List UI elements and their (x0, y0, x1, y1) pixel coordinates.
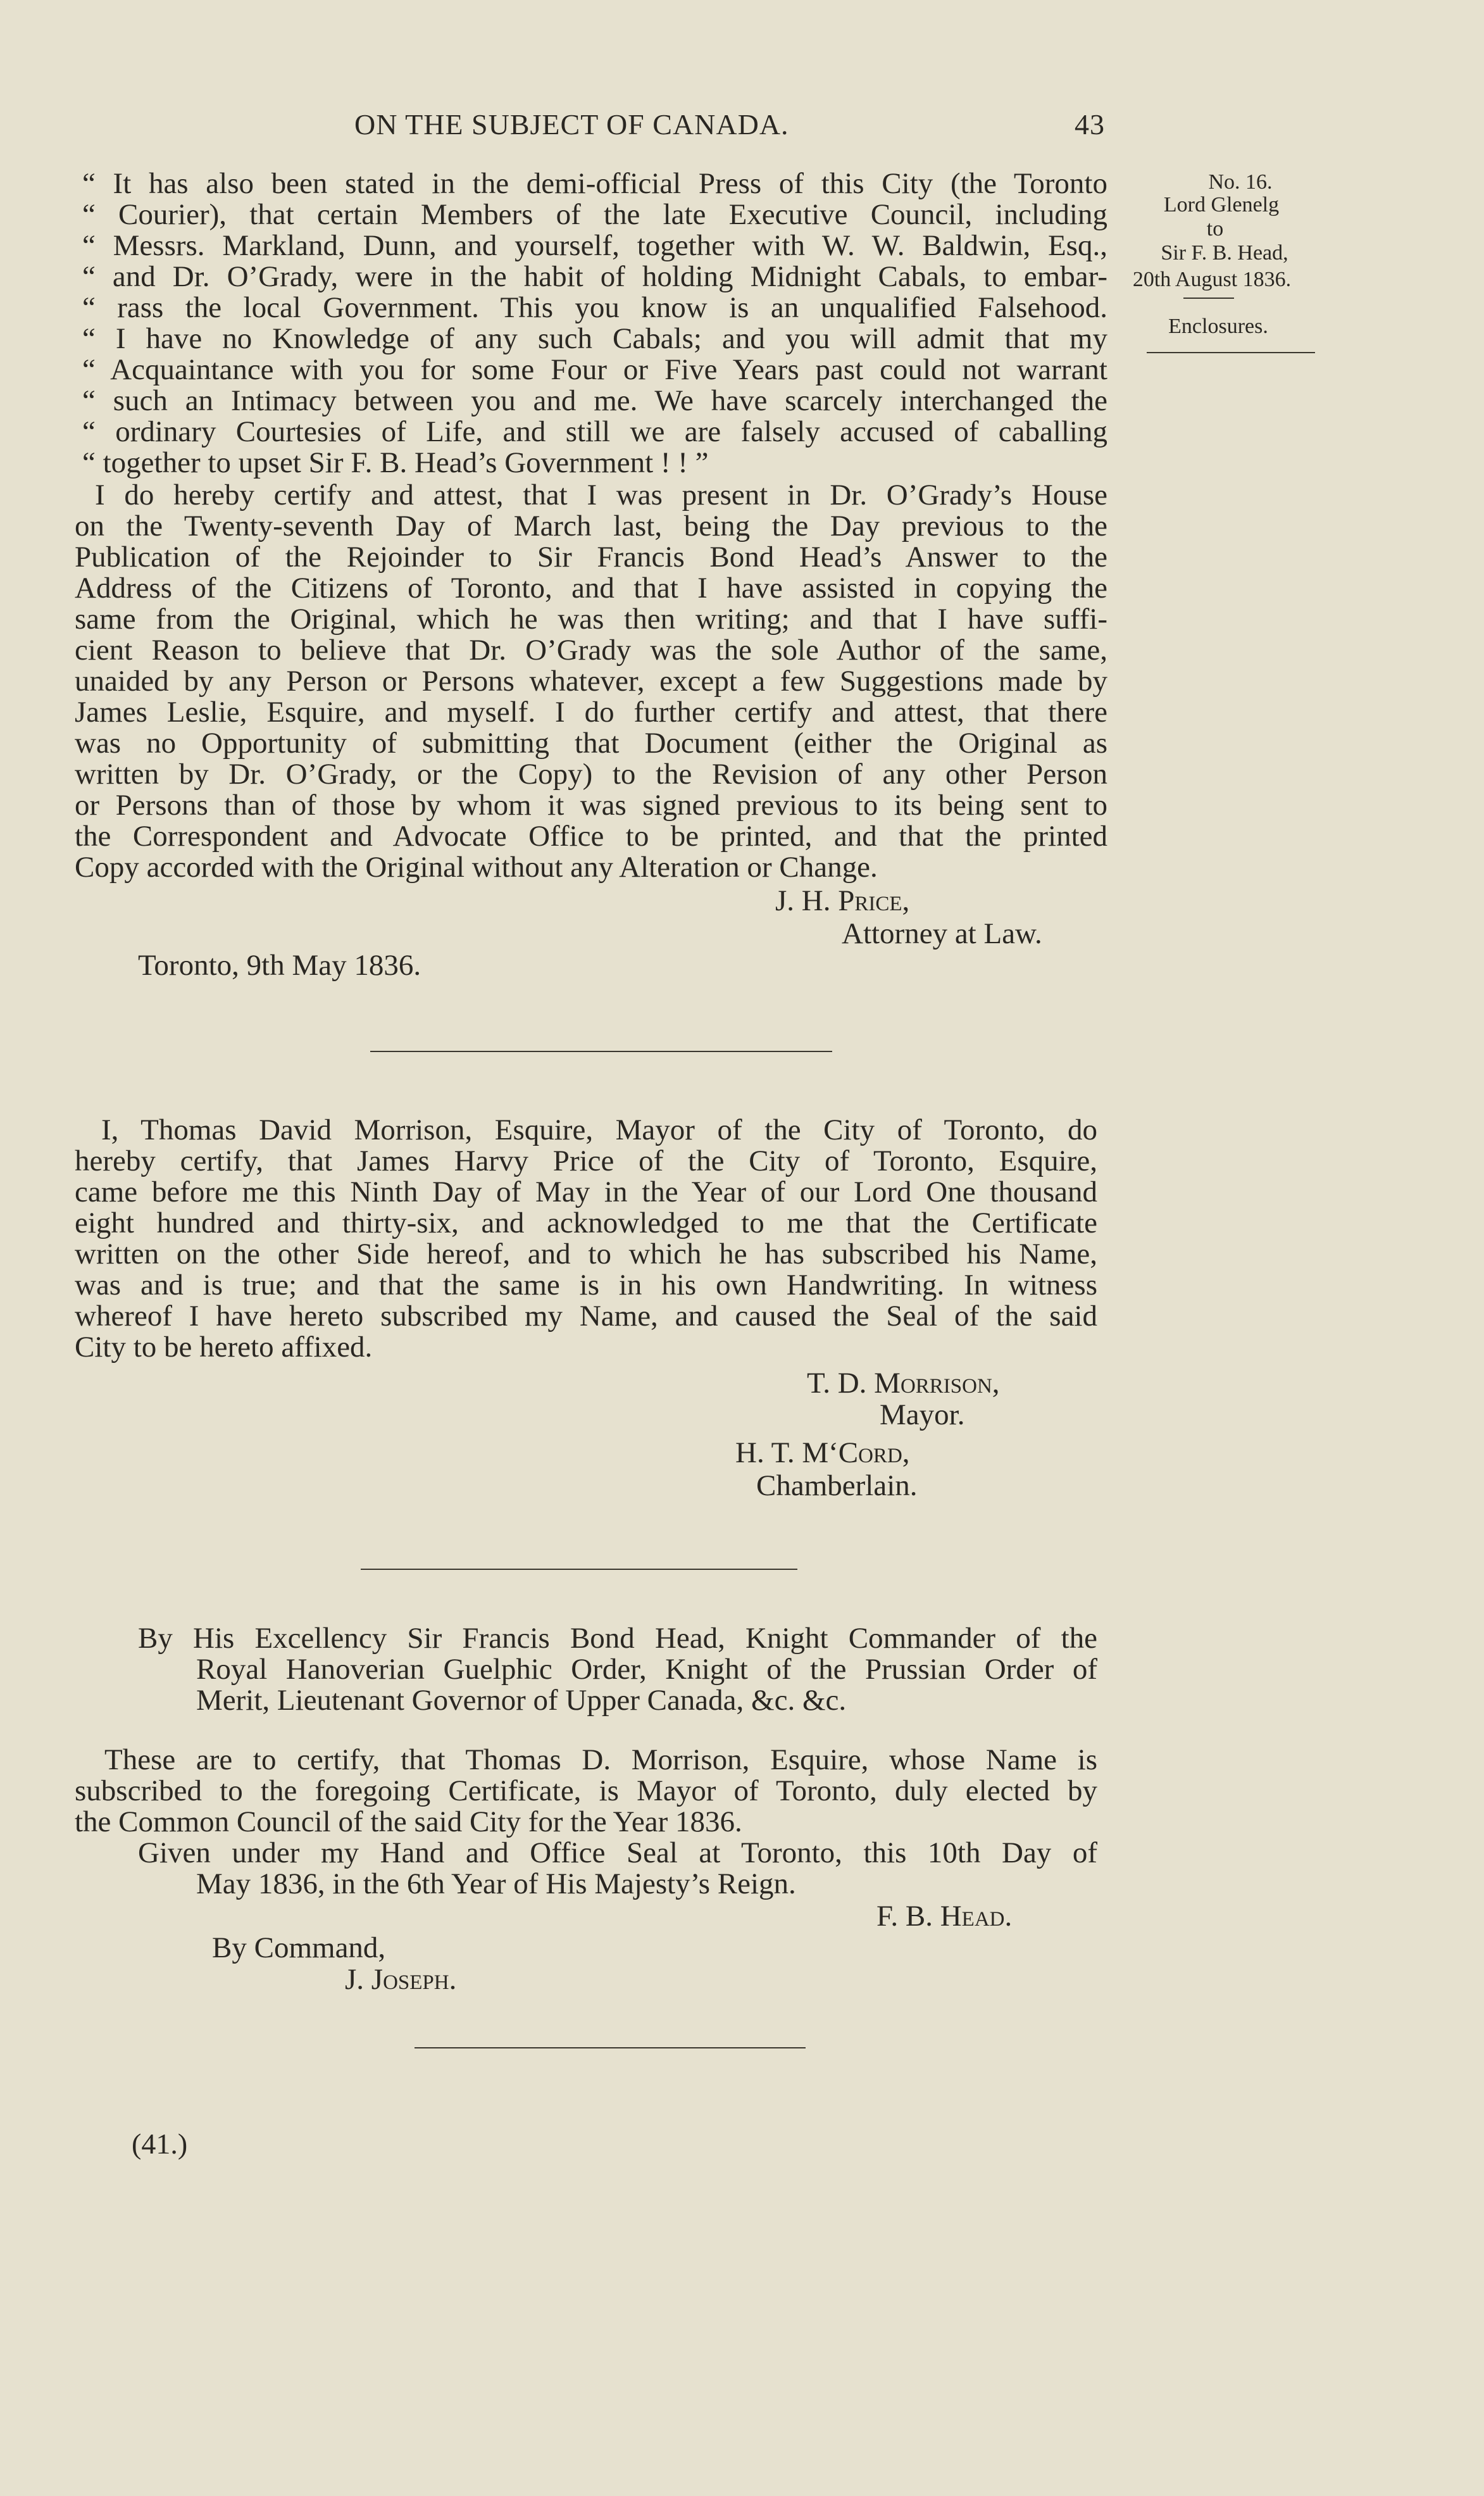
governor-cert-line: These are to certify, that Thomas D. Morrison, Esquire, whose Name is (104, 1743, 1097, 1776)
quote-line: “ together to upset Sir F. B. Head’s Government ! ! ” (82, 446, 709, 479)
margin-note-to: to (1206, 217, 1224, 241)
certificate-line: Copy accorded with the Original without any Alteration or Change. (75, 851, 878, 884)
quote-line: “ and Dr. O’Grady, were in the habit of holding Midnight Cabals, to embar- (82, 260, 1107, 293)
quote-line: “ Messrs. Markland, Dunn, and yourself, together with W. W. Baldwin, Esq., (82, 229, 1107, 262)
mayor-line: hereby certify, that James Harvy Price of the City of Toronto, Esquire, (75, 1145, 1097, 1177)
certificate-line: same from the Original, which he was then writing; and that I have suffi- (75, 603, 1107, 636)
chamberlain-signature-name: H. T. M‘Cord, (735, 1436, 910, 1469)
given-line: Given under my Hand and Office Seal at Toronto, this 10th Day of (138, 1836, 1097, 1869)
mayor-signature-name: T. D. Morrison, (807, 1367, 1000, 1400)
quote-line: “ rass the local Government. This you know is an unqualified Falsehood. (82, 291, 1107, 324)
mayor-line: came before me this Ninth Day of May in the Year of our Lord One thousand (75, 1176, 1097, 1208)
mayor-line: whereof I have hereto subscribed my Name, and caused the Seal of the said (75, 1300, 1097, 1333)
quote-line: “ such an Intimacy between you and me. We have scarcely interchanged the (82, 384, 1107, 417)
mayor-line: was and is true; and that the same is in his own Handwriting. In witness (75, 1269, 1097, 1301)
page-number: 43 (1075, 108, 1105, 141)
section-divider (415, 2047, 806, 2048)
certificate-line: unaided by any Person or Persons whatever, except a few Suggestions made by (75, 665, 1107, 698)
running-header (354, 108, 1114, 141)
governor-signature: F. B. Head. (876, 1900, 1013, 1933)
certificate-line: was no Opportunity of submitting that Document (either the Original as (75, 727, 1107, 760)
margin-note-long-rule (1147, 352, 1315, 353)
mayor-line: I, Thomas David Morrison, Esquire, Mayor of the City of Toronto, do (101, 1113, 1097, 1146)
mayor-line: written on the other Side hereof, and to which he has subscribed his Name, (75, 1238, 1097, 1270)
certificate-line: or Persons than of those by whom it was signed previous to its being sent to (75, 789, 1107, 822)
quote-line: “ I have no Knowledge of any such Cabals; and you will admit that my (82, 322, 1107, 355)
mayor-line: eight hundred and thirty-six, and acknowledged to me that the Certificate (75, 1207, 1097, 1239)
margin-note-short-rule (1183, 298, 1234, 299)
section-divider (370, 1051, 832, 1052)
given-line: May 1836, in the 6th Year of His Majesty’s Reign. (196, 1867, 796, 1900)
secretary-signature: J. Joseph. (345, 1963, 457, 1996)
governor-intro-line: Royal Hanoverian Guelphic Order, Knight of the Prussian Order of (196, 1653, 1097, 1686)
quote-line: “ It has also been stated in the demi-official Press of this City (the Toronto (82, 167, 1107, 200)
certificate-line: Address of the Citizens of Toronto, and that I have assisted in copying the (75, 572, 1107, 605)
by-command: By Command, (212, 1931, 386, 1964)
chamberlain-signature-title: Chamberlain. (756, 1469, 918, 1502)
certificate-line: Publication of the Rejoinder to Sir Francis Bond Head’s Answer to the (75, 541, 1107, 574)
margin-note-from: Lord Glenelg (1163, 193, 1280, 216)
quote-line: “ ordinary Courtesies of Life, and still we are falsely accused of caballing (82, 415, 1107, 448)
certificate-line: written by Dr. O’Grady, or the Copy) to the Revision of any other Person (75, 758, 1107, 791)
governor-cert-line: subscribed to the foregoing Certificate, is Mayor of Toronto, duly elected by (75, 1774, 1097, 1807)
quote-line: “ Acquaintance with you for some Four or Five Years past could not warrant (82, 353, 1107, 386)
certificate-line: the Correspondent and Advocate Office to be printed, and that the printed (75, 820, 1107, 853)
governor-cert-line: the Common Council of the said City for the Year 1836. (75, 1805, 742, 1838)
margin-note-number: No. 16. (1208, 170, 1273, 194)
certificate-line: James Leslie, Esquire, and myself. I do further certify and attest, that there (75, 696, 1107, 729)
running-title: ON THE SUBJECT OF CANADA. (354, 108, 789, 141)
price-signature-name: J. H. Price, (775, 884, 910, 917)
certificate-line: cient Reason to believe that Dr. O’Grady was the sole Author of the same, (75, 634, 1107, 667)
mayor-signature-title: Mayor. (880, 1398, 965, 1431)
price-signature-title: Attorney at Law. (842, 917, 1042, 950)
margin-note-recipient: Sir F. B. Head, (1161, 241, 1288, 265)
price-place-date: Toronto, 9th May 1836. (138, 949, 421, 982)
governor-intro-line: By His Excellency Sir Francis Bond Head, Knight Commander of the (138, 1622, 1097, 1655)
signature-mark: (41.) (132, 2128, 188, 2160)
quote-line: “ Courier), that certain Members of the late Executive Council, including (82, 198, 1107, 231)
margin-note-date: 20th August 1836. (1132, 268, 1292, 291)
section-divider (361, 1569, 797, 1570)
governor-intro-line: Merit, Lieutenant Governor of Upper Canada, &c. &c. (196, 1684, 847, 1717)
certificate-line: on the Twenty-seventh Day of March last, being the Day previous to the (75, 510, 1107, 542)
margin-note-enclosures: Enclosures. (1168, 315, 1268, 338)
mayor-line: City to be hereto affixed. (75, 1331, 373, 1364)
certificate-line: I do hereby certify and attest, that I was present in Dr. O’Grady’s House (95, 479, 1107, 511)
